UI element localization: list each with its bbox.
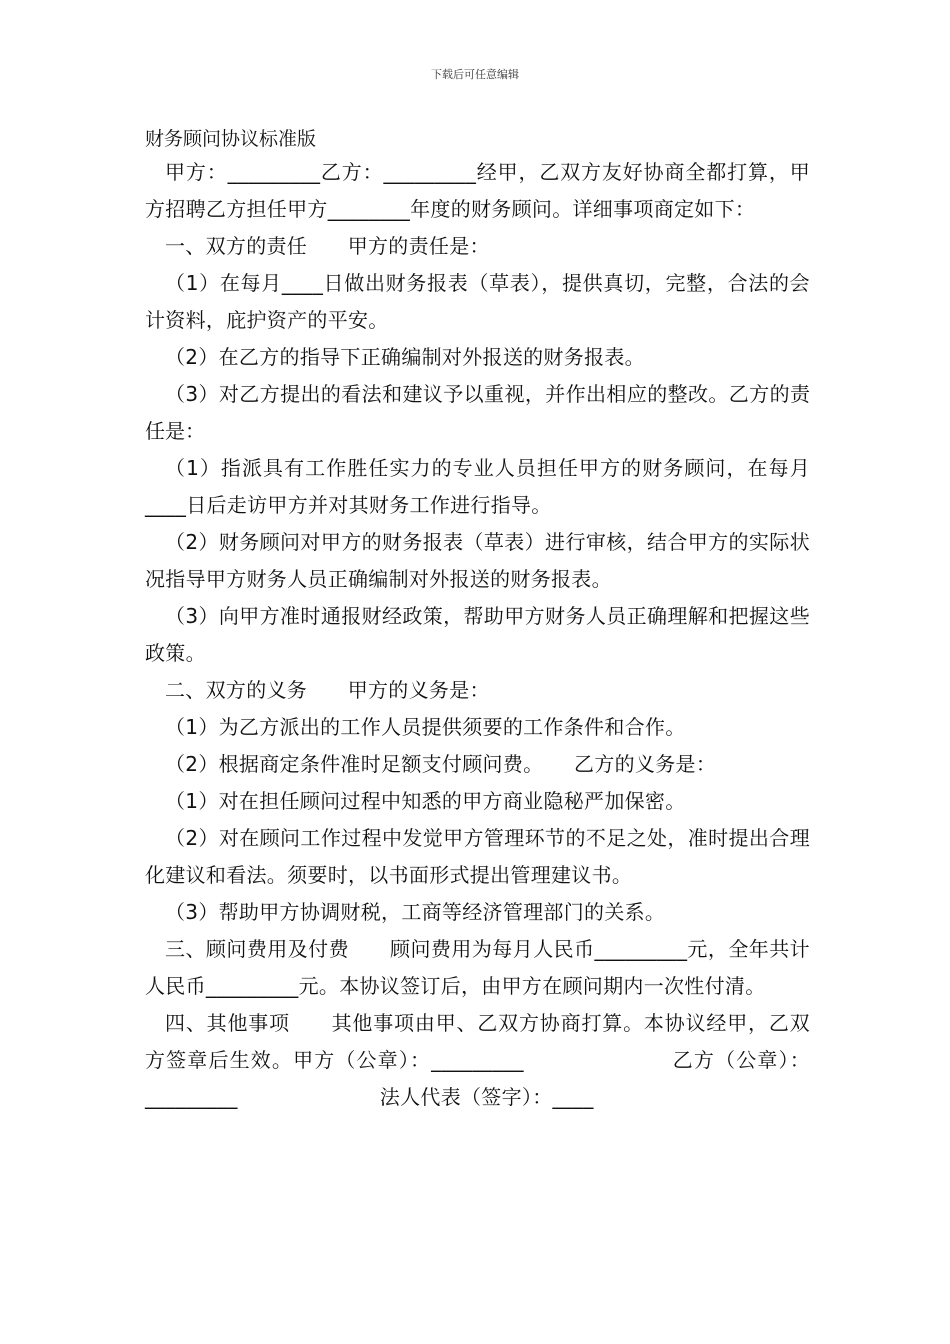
party-a-obligation-2: （2）根据商定条件准时足额支付顾问费。 乙方的义务是：: [165, 752, 717, 776]
party-a-obligation-1: （1）为乙方派出的工作人员提供须要的工作条件和合作。: [165, 715, 686, 739]
section-heading-responsibilities: 一、双方的责任 甲方的责任是：: [165, 234, 490, 258]
party-a-responsibility-2: （2）在乙方的指导下正确编制对外报送的财务报表。: [165, 345, 645, 369]
party-b-obligation-2: （2）对在顾问工作过程中发觉甲方管理环节的不足之处，准时提出合理化建议和看法。须要时，以书面形式提出管理建议书。: [145, 826, 810, 887]
party-b-responsibility-2: （2）财务顾问对甲方的财务报表（草表）进行审核，结合甲方的实际状况指导甲方财务人员正确编制对外报送的财务报表。: [145, 530, 810, 591]
party-a-responsibility-1: （1）在每月____日做出财务报表（草表），提供真切，完整，合法的会计资料，庇护资产的平安。: [145, 271, 810, 332]
section-other-matters: 四、其他事项 其他事项由甲、乙双方协商打算。本协议经甲，乙双方签章后生效。甲方（公章）：_________ 乙方（公章）：_________ 法人代表（签字）：____: [145, 1011, 810, 1109]
party-b-obligation-3: （3）帮助甲方协调财税，工商等经济管理部门的关系。: [165, 900, 666, 924]
section-fees: 三、顾问费用及付费 顾问费用为每月人民币_________元，全年共计人民币_________元。本协议签订后，由甲方在顾问期内一次性付清。: [145, 937, 810, 998]
party-b-responsibility-3: （3）向甲方准时通报财经政策，帮助甲方财务人员正确理解和把握这些政策。: [145, 604, 810, 665]
paragraph-intro: 甲方：_________乙方：_________经甲，乙双方友好协商全都打算，甲方招聘乙方担任甲方________年度的财务顾问。详细事项商定如下：: [145, 160, 810, 221]
party-a-responsibility-3: （3）对乙方提出的看法和建议予以重视，并作出相应的整改。乙方的责任是：: [145, 382, 810, 443]
party-b-obligation-1: （1）对在担任顾问过程中知悉的甲方商业隐秘严加保密。: [165, 789, 686, 813]
section-heading-obligations: 二、双方的义务 甲方的义务是：: [165, 678, 490, 702]
party-b-responsibility-1: （1）指派具有工作胜任实力的专业人员担任甲方的财务顾问，在每月____日后走访甲方并对其财务工作进行指导。: [145, 456, 810, 517]
page-header: 下载后可任意编辑: [431, 68, 519, 81]
document-title: 财务顾问协议标准版: [145, 128, 317, 150]
document-body: [145, 124, 810, 1116]
